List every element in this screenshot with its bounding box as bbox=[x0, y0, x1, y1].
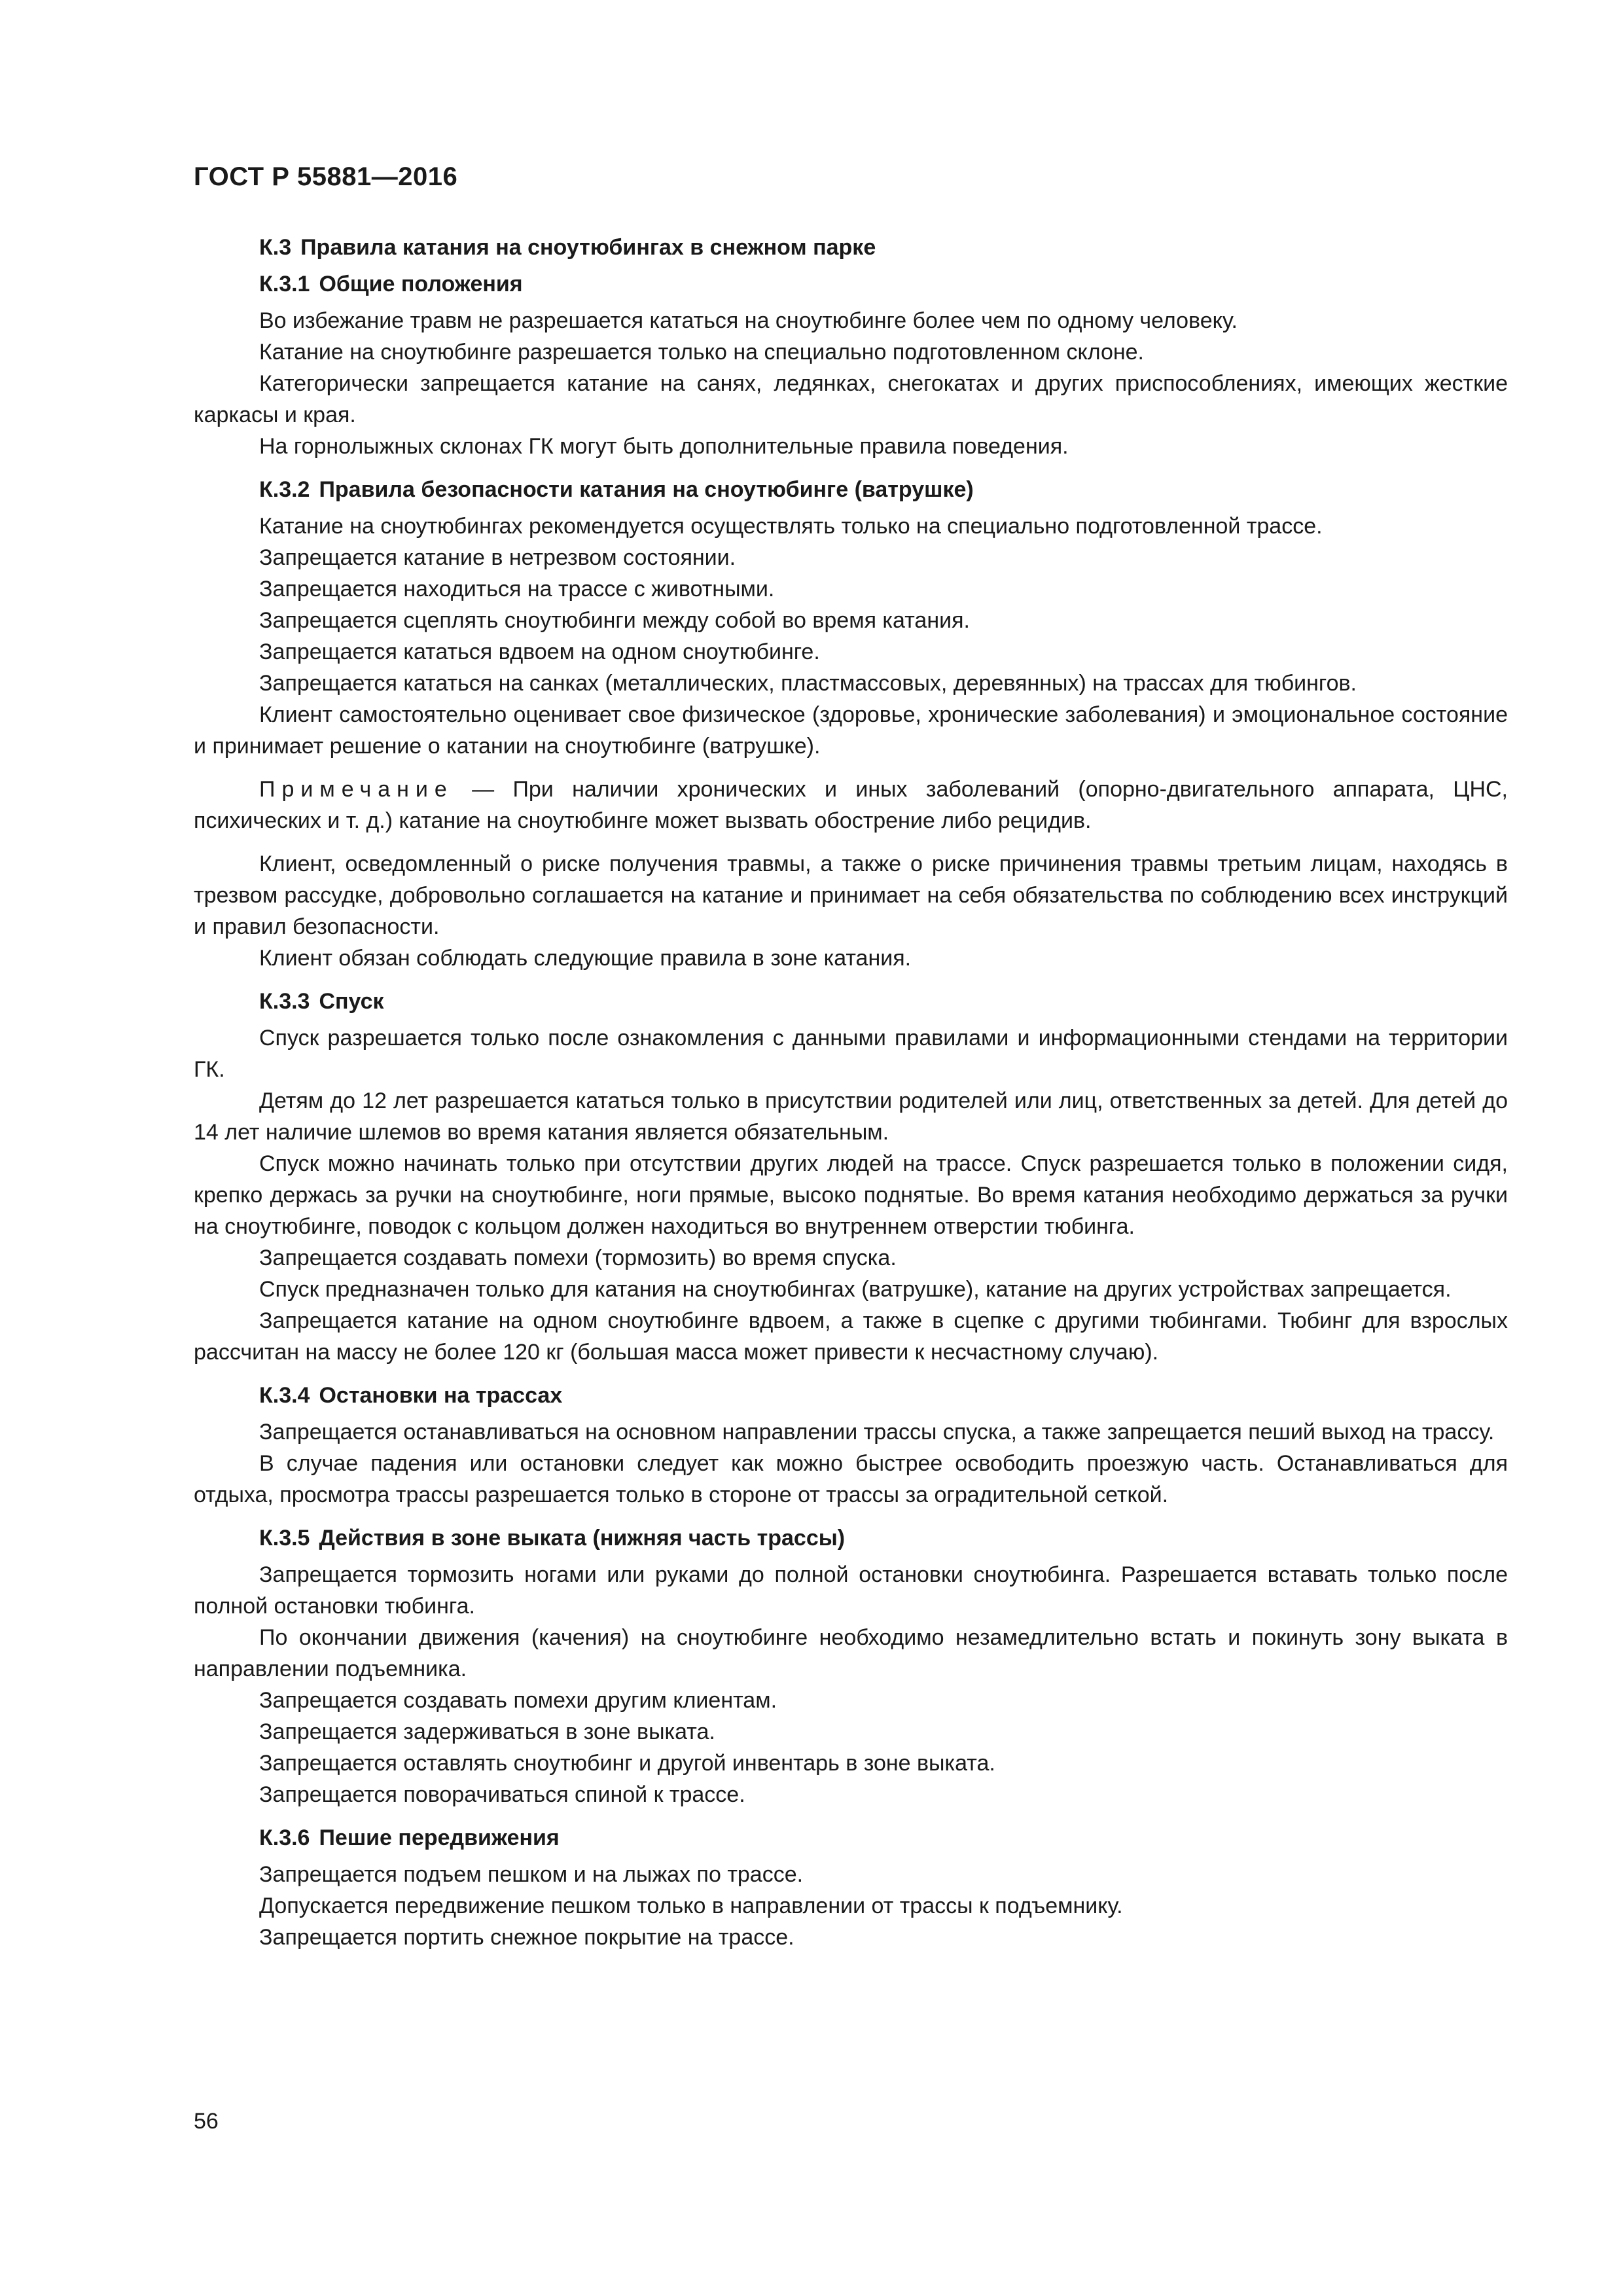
paragraph: Запрещается кататься вдвоем на одном сноутюбинге. bbox=[259, 639, 820, 664]
note-text: — При наличии хронических и иных заболеваний (опорно-двигательного аппарата, ЦНС, психических и т. д.) катание на сноутюбинге может вызвать обострение либо рецидив. bbox=[194, 777, 1508, 833]
paragraph: Запрещается оставлять сноутюбинг и другой инвентарь в зоне выката. bbox=[259, 1751, 995, 1776]
paragraph: Запрещается кататься на санках (металлических, пластмассовых, деревянных) на трассах для тюбингов. bbox=[259, 671, 1357, 696]
paragraph: Запрещается катание на одном сноутюбинге вдвоем, а также в сцепке с другими тюбингами. Тюбинг для взрослых рассчитан на массу не более 120 кг (большая масса может привести к несчастному случаю). bbox=[194, 1308, 1508, 1365]
paragraph: Катание на сноутюбингах рекомендуется осуществлять только на специально подготовленной трассе. bbox=[259, 514, 1323, 539]
section-heading bbox=[194, 474, 1508, 505]
paragraph: В случае падения или остановки следует как можно быстрее освободить проезжую часть. Останавливаться для отдыха, просмотра трассы разрешается только в стороне от трассы за оградительной сеткой. bbox=[194, 1451, 1508, 1507]
paragraph: Запрещается создавать помехи (тормозить) во время спуска. bbox=[259, 1246, 897, 1270]
section-number: К.3.4 bbox=[259, 1383, 310, 1408]
paragraph: Запрещается сцеплять сноутюбинги между собой во время катания. bbox=[259, 608, 970, 633]
paragraph: Спуск разрешается только после ознакомления с данными правилами и информационными стендами на территории ГК. bbox=[194, 1026, 1508, 1082]
paragraph: Запрещается создавать помехи другим клиентам. bbox=[259, 1688, 777, 1713]
section-title: Правила катания на сноутюбингах в снежном парке bbox=[300, 235, 876, 260]
section-heading bbox=[194, 1822, 1508, 1854]
note-label: Примечание bbox=[259, 777, 454, 802]
section-heading bbox=[194, 986, 1508, 1017]
section-number: К.3 bbox=[259, 235, 292, 260]
section-number: К.3.5 bbox=[259, 1526, 310, 1551]
paragraph: Запрещается поворачиваться спиной к трассе. bbox=[259, 1782, 745, 1807]
paragraph: На горнолыжных склонах ГК могут быть дополнительные правила поведения. bbox=[259, 434, 1069, 459]
section-number: К.3.6 bbox=[259, 1825, 310, 1850]
paragraph: Допускается передвижение пешком только в направлении от трассы к подъемнику. bbox=[259, 1893, 1123, 1918]
paragraph: Клиент, осведомленный о риске получения травмы, а также о риске причинения травмы третьим лицам, находясь в трезвом рассудке, добровольно соглашается на катание и принимает на себя обязательства по соблюдению всех инструкций и правил безопасности. bbox=[194, 852, 1508, 939]
paragraph: Запрещается катание в нетрезвом состоянии. bbox=[259, 545, 736, 570]
paragraph: Спуск предназначен только для катания на сноутюбингах (ватрушке), катание на других устройствах запрещается. bbox=[259, 1277, 1452, 1302]
section-number: К.3.1 bbox=[259, 272, 310, 296]
section-number: К.3.3 bbox=[259, 989, 310, 1014]
section-heading bbox=[194, 232, 1508, 263]
paragraph: Клиент обязан соблюдать следующие правила в зоне катания. bbox=[259, 946, 912, 971]
paragraph: Запрещается находиться на трассе с животными. bbox=[259, 577, 775, 601]
paragraph: Категорически запрещается катание на санях, ледянках, снегокатах и других приспособлениях, имеющих жесткие каркасы и края. bbox=[194, 371, 1508, 427]
section-title: Действия в зоне выката (нижняя часть трассы) bbox=[319, 1526, 846, 1551]
document-header: ГОСТ Р 55881—2016 bbox=[194, 162, 458, 191]
document-body bbox=[194, 230, 1508, 1953]
section-title: Правила безопасности катания на сноутюбинге (ватрушке) bbox=[319, 477, 974, 502]
section-title: Пешие передвижения bbox=[319, 1825, 560, 1850]
section-title: Общие положения bbox=[319, 272, 523, 296]
paragraph: Запрещается тормозить ногами или руками до полной остановки сноутюбинга. Разрешается вставать только после полной остановки тюбинга. bbox=[194, 1562, 1508, 1619]
section-heading bbox=[194, 1522, 1508, 1554]
paragraph: Во избежание травм не разрешается кататься на сноутюбинге более чем по одному человеку. bbox=[259, 308, 1238, 333]
paragraph: По окончании движения (качения) на сноутюбинге необходимо незамедлительно встать и покинуть зону выката в направлении подъемника. bbox=[194, 1625, 1508, 1681]
section-number: К.3.2 bbox=[259, 477, 310, 502]
paragraph: Детям до 12 лет разрешается кататься только в присутствии родителей или лиц, ответственных за детей. Для детей до 14 лет наличие шлемов во время катания является обязательным. bbox=[194, 1088, 1508, 1145]
paragraph: Катание на сноутюбинге разрешается только на специально подготовленном склоне. bbox=[259, 340, 1144, 365]
paragraph: Запрещается останавливаться на основном направлении трассы спуска, а также запрещается пеший выход на трассу. bbox=[259, 1420, 1495, 1444]
section-heading bbox=[194, 268, 1508, 300]
note bbox=[194, 774, 1508, 836]
section-title: Остановки на трассах bbox=[319, 1383, 563, 1408]
paragraph: Клиент самостоятельно оценивает свое физическое (здоровье, хронические заболевания) и эмоциональное состояние и принимает решение о катании на сноутюбинге (ватрушке). bbox=[194, 702, 1508, 759]
paragraph: Спуск можно начинать только при отсутствии других людей на трассе. Спуск разрешается только в положении сидя, крепко держась за ручки на сноутюбинге, ноги прямые, высоко поднятые. Во время катания необходимо держаться за ручки на сноутюбинге, поводок с кольцом должен находиться во внутреннем отверстии тюбинга. bbox=[194, 1151, 1508, 1239]
paragraph: Запрещается задерживаться в зоне выката. bbox=[259, 1719, 715, 1744]
paragraph: Запрещается портить снежное покрытие на трассе. bbox=[259, 1925, 794, 1950]
section-heading bbox=[194, 1380, 1508, 1411]
section-title: Спуск bbox=[319, 989, 384, 1014]
paragraph: Запрещается подъем пешком и на лыжах по трассе. bbox=[259, 1862, 804, 1887]
page-number: 56 bbox=[194, 2109, 219, 2134]
